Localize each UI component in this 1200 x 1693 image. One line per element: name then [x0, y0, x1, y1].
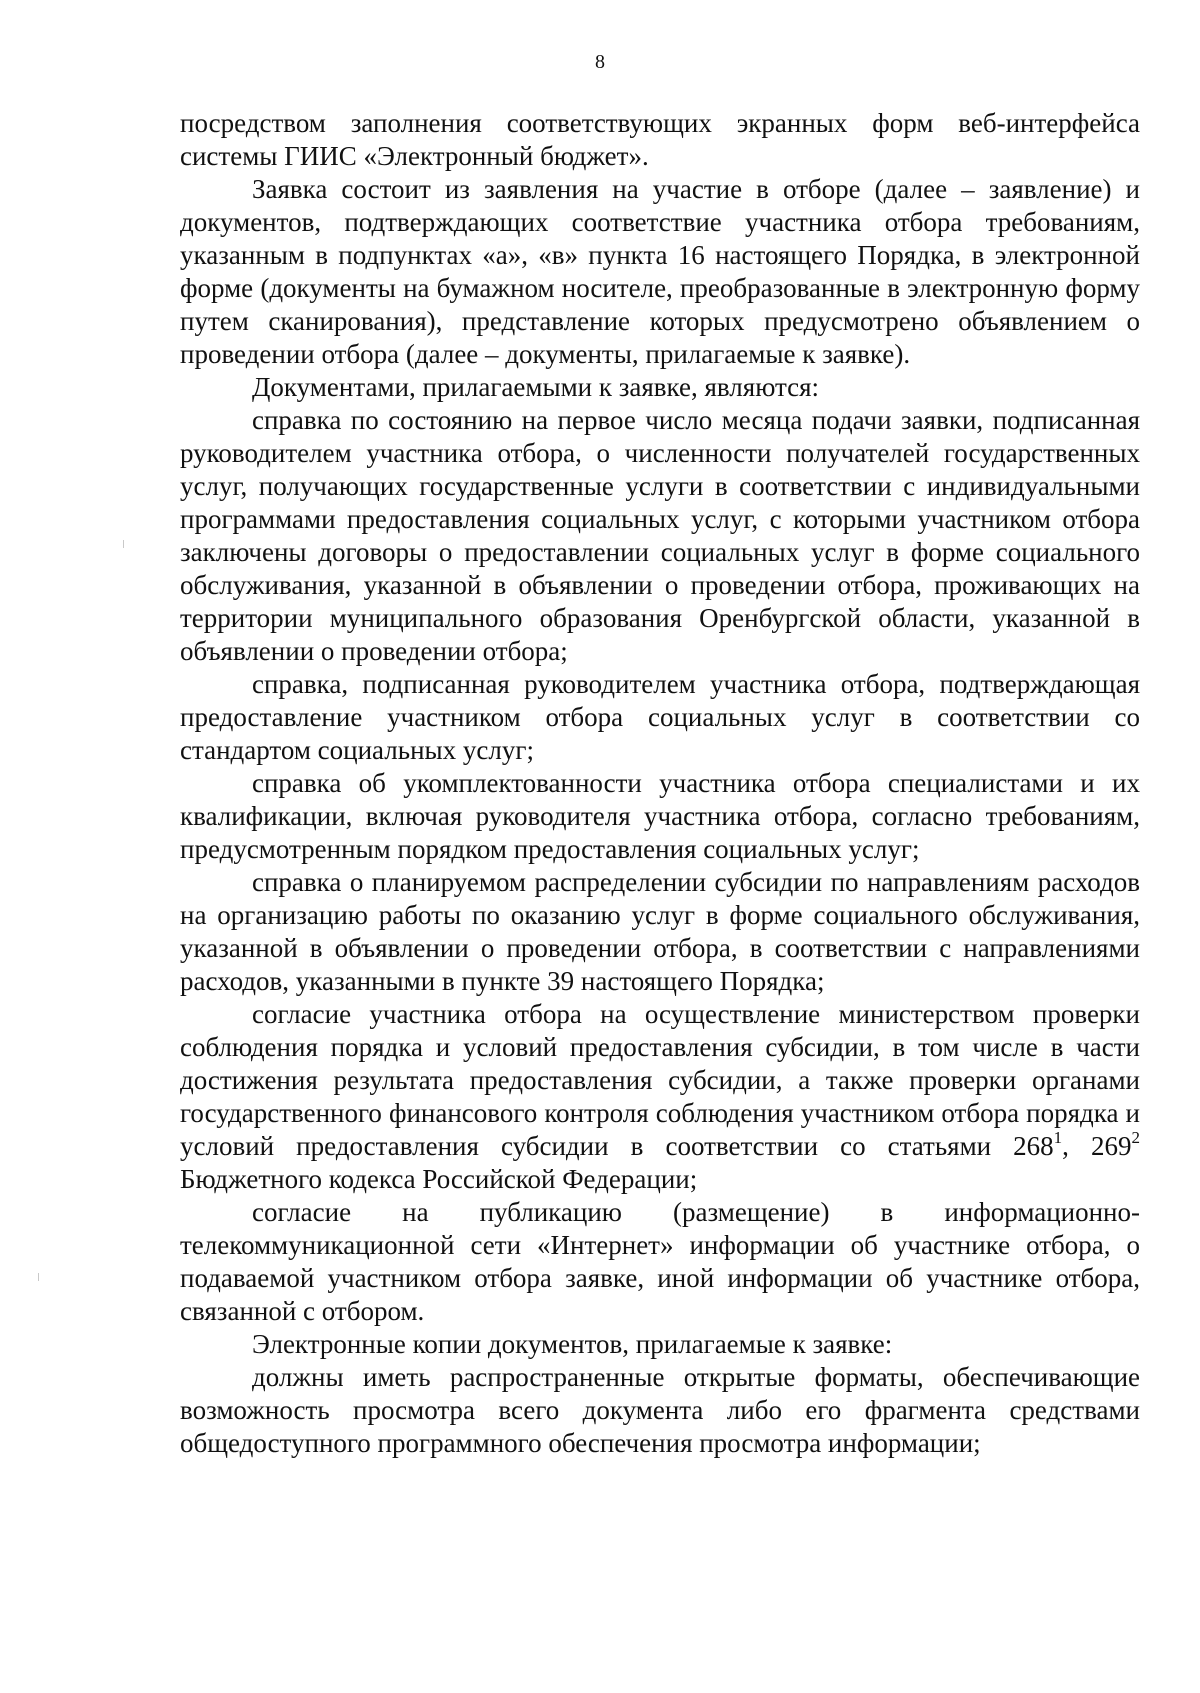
page-number: 8 [595, 51, 605, 73]
list-item-recipients-certificate: справка по состоянию на первое число месяца подачи заявки, подписанная руководителем участника отбора, о численности получателей государственных услуг, получающих государственные услуги в соответствии с индивидуальными программами предоставления социальных услуг, с которыми участником отбора заключены договоры о предоставлении социальных услуг в форме социального обслуживания, указанной в объявлении о проведении отбора, проживающих на территории муниципального образования Оренбургской области, указанной в объявлении о проведении отбора; [180, 405, 1140, 666]
scan-artifact-mark [38, 1273, 39, 1281]
scan-artifact-mark [123, 540, 124, 548]
list-item-standard-compliance-certificate: справка, подписанная руководителем участника отбора, подтверждающая предоставление участником отбора социальных услуг в соответствии со стандартом социальных услуг; [180, 669, 1140, 765]
consent-check-text: согласие участника отбора на осуществление министерством проверки соблюдения порядка и условий предоставления субсидии, в том числе в части достижения результата предоставления субсидии, а также проверки органами государственного финансового контроля соблюдения участником отбора порядка и условий предоставления субсидии в соответствии со статьями 268 [180, 999, 1140, 1161]
footnote-mark-269: 2 [1131, 1128, 1140, 1147]
paragraph-submission-method: посредством заполнения соответствующих экранных форм веб-интерфейса системы ГИИС «Электронный бюджет». [180, 108, 1140, 171]
consent-check-article-269: , 269 [1062, 1131, 1132, 1161]
footnote-mark-268: 1 [1053, 1128, 1063, 1147]
paragraph-attached-documents-intro: Документами, прилагаемыми к заявке, являются: [252, 372, 820, 402]
list-item-consent-to-inspection [180, 998, 1140, 1196]
list-item-consent-to-publication: согласие на публикацию (размещение) в информационно-телекоммуникационной сети «Интернет» информации об участнике отбора, о подаваемой участником отбора заявке, иной информации об участнике отбора, связанной с отбором. [180, 1197, 1140, 1326]
list-item-staffing-certificate: справка об укомплектованности участника отбора специалистами и их квалификации, включая руководителя участника отбора, согласно требованиям, предусмотренным порядком предоставления социальных услуг; [180, 768, 1140, 864]
paragraph-application-composition: Заявка состоит из заявления на участие в отборе (далее – заявление) и документов, подтверждающих соответствие участника отбора требованиям, указанным в подпунктах «а», «в» пункта 16 настоящего Порядка, в электронной форме (документы на бумажном носителе, преобразованные в электронную форму путем сканирования), представление которых предусмотрено объявлением о проведении отбора (далее – документы, прилагаемые к заявке). [180, 174, 1140, 369]
paragraph-electronic-copies-intro: Электронные копии документов, прилагаемые к заявке: [252, 1329, 893, 1359]
consent-check-code-name: Бюджетного кодекса Российской Федерации; [180, 1164, 698, 1194]
list-item-open-formats: должны иметь распространенные открытые форматы, обеспечивающие возможность просмотра всего документа либо его фрагмента средствами общедоступного программного обеспечения просмотра информации; [180, 1362, 1140, 1458]
list-item-subsidy-distribution-certificate: справка о планируемом распределении субсидии по направлениям расходов на организацию работы по оказанию услуг в форме социального обслуживания, указанной в объявлении о проведении отбора, в соответствии с направлениями расходов, указанными в пункте 39 настоящего Порядка; [180, 867, 1140, 996]
document-body [180, 107, 1140, 1460]
